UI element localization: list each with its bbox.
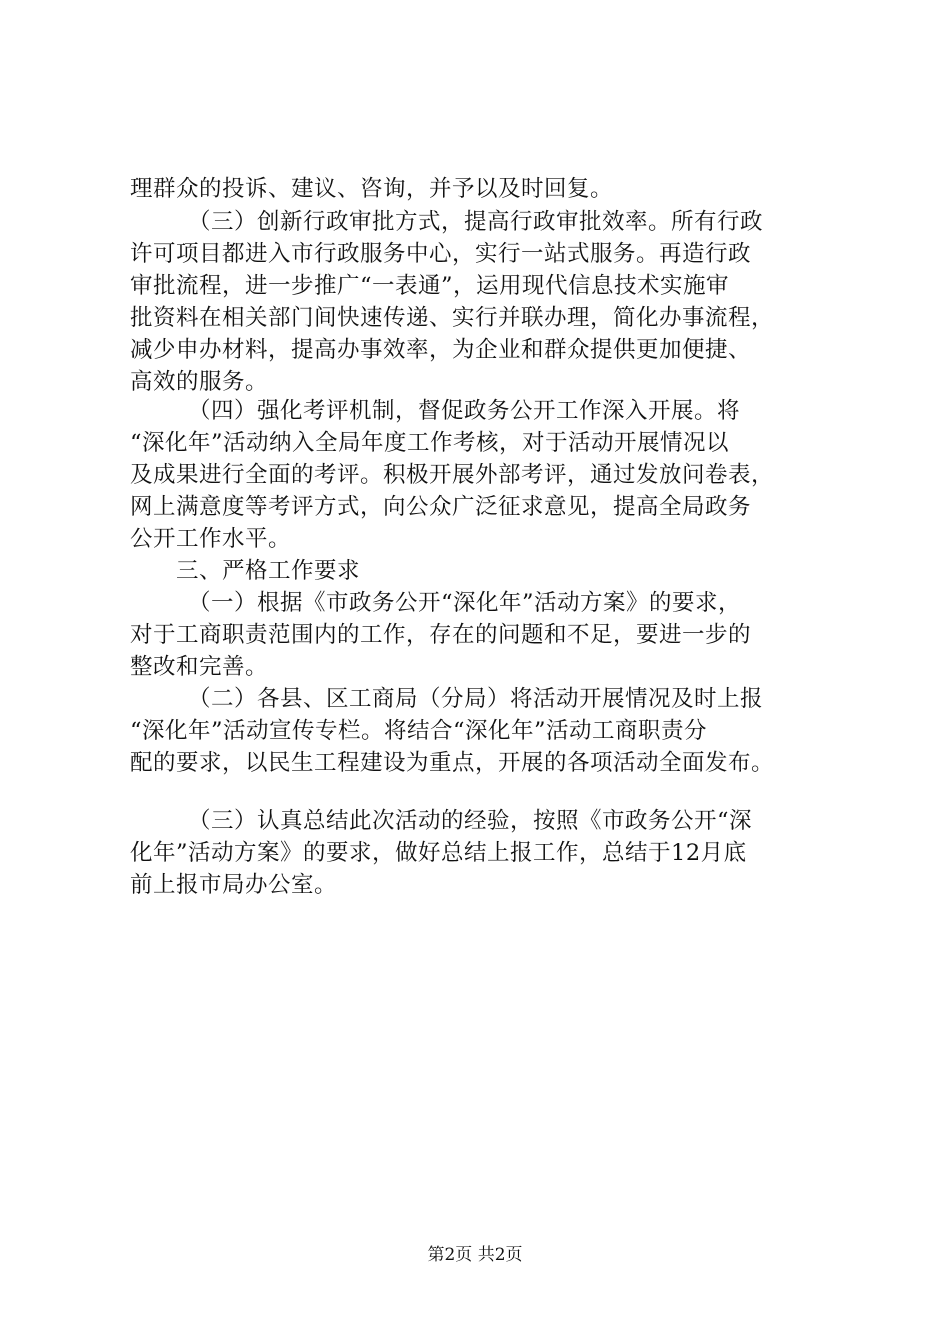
text-line: （一）根据《市政务公开“深化年”活动方案》的要求， [188,590,742,616]
text-line: 审批流程，进一步推广“一表通”，运用现代信息技术实施审 [130,273,730,299]
text-line: （四）强化考评机制，督促政务公开工作深入开展。将 [188,398,741,424]
text-line: 配的要求，以民生工程建设为重点，开展的各项活动全面发布。 [130,750,775,776]
text-line: 网上满意度等考评方式，向公众广泛征求意见，提高全局政务 [130,494,752,520]
text-line: （三）创新行政审批方式，提高行政审批效率。所有行政 [188,209,764,235]
text-line: 减少申办材料，提高办事效率，为企业和群众提供更加便捷、 [130,337,752,363]
text-line: 许可项目都进入市行政服务中心，实行一站式服务。再造行政 [130,241,752,267]
text-line: 整改和完善。 [130,654,269,680]
text-line: （三）认真总结此次活动的经验，按照《市政务公开“深 [188,808,753,834]
text-line: “深化年”活动宣传专栏。将结合“深化年”活动工商职责分 [130,718,708,744]
text-line: 理群众的投诉、建议、咨询，并予以及时回复。 [130,176,614,202]
text-line: “深化年”活动纳入全局年度工作考核，对于活动开展情况以 [130,430,730,456]
page-number-footer: 第2页 共2页 [427,1245,523,1265]
text-line: （二）各县、区工商局（分局）将活动开展情况及时上报 [188,686,764,712]
text-line: 高效的服务。 [130,369,269,395]
text-line: 批资料在相关部门间快速传递、实行并联办理，简化办事流程， [130,305,775,331]
text-line: 及成果进行全面的考评。积极开展外部考评，通过发放问卷表， [130,462,775,488]
text-line: 公开工作水平。 [130,526,292,552]
text-line: 前上报市局办公室。 [130,872,338,898]
section-heading: 三、严格工作要求 [176,558,361,584]
text-line: 对于工商职责范围内的工作，存在的问题和不足，要进一步的 [130,622,752,648]
text-line: 化年”活动方案》的要求，做好总结上报工作，总结于12月底 [130,840,747,866]
